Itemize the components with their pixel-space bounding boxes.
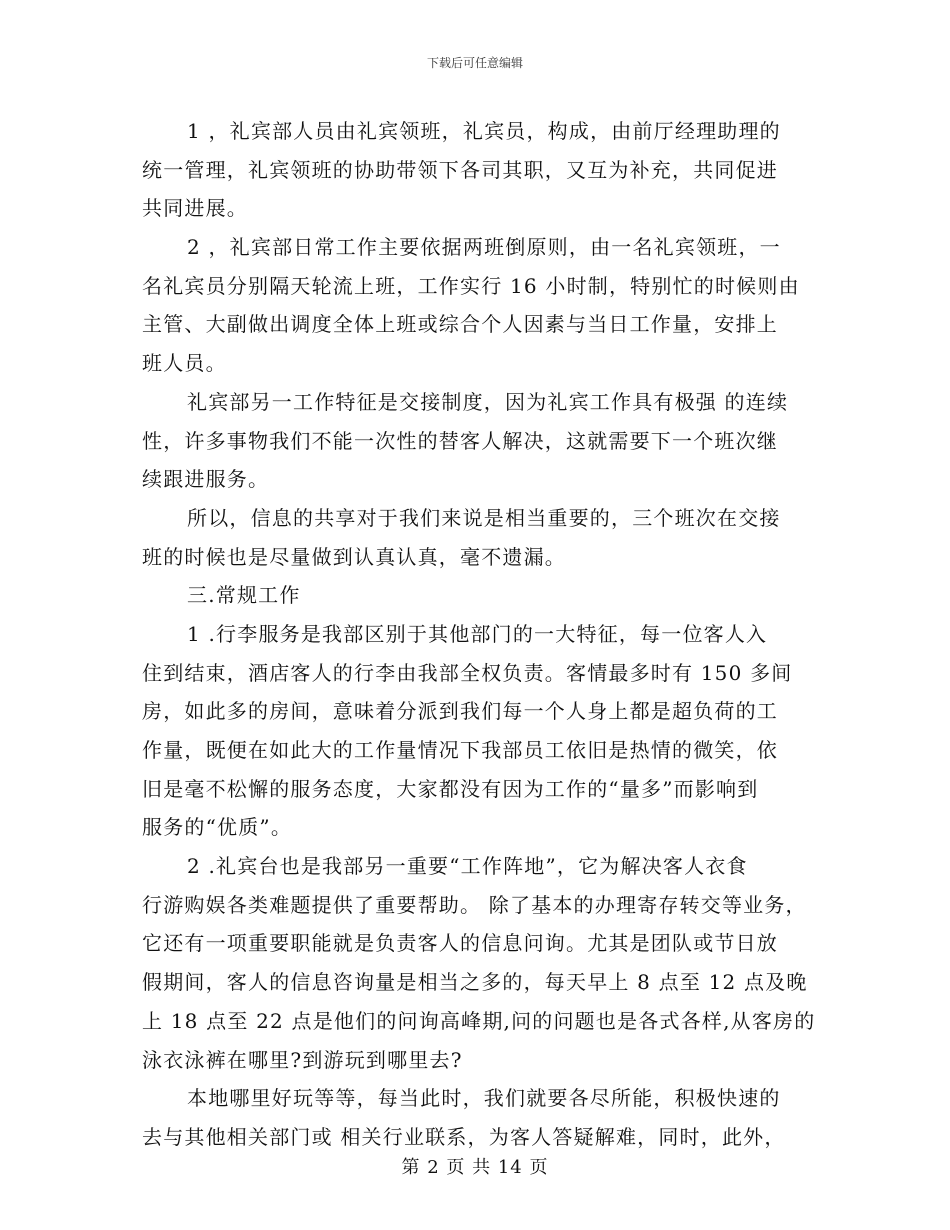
text-line: 1 ，礼宾部人员由礼宾领班，礼宾员，构成，由前厅经理助理的 — [187, 119, 781, 143]
text-line: 续跟进服务。 — [142, 467, 270, 492]
text-line: 2 .礼宾台也是我部另一重要“工作阵地”，它为解决客人衣食 — [187, 854, 748, 879]
text-line: 班人员。 — [142, 351, 227, 376]
text-line: 作量，既便在如此大的工作量情况下我部员工依旧是热情的微笑，依 — [142, 738, 778, 762]
page-header: 下载后可任意编辑 — [426, 56, 523, 70]
text-line: 住到结束，酒店客人的行李由我部全权负责。客情最多时有 150 多间 — [142, 660, 793, 685]
text-line: 班的时候也是尽量做到认真认真，毫不遗漏。 — [142, 544, 566, 569]
text-line: 泳衣泳裤在哪里?到游玩到哪里去? — [142, 1047, 463, 1072]
text-line: 行游购娱各类难题提供了重要帮助。 除了基本的办理寄存转交等业务， — [142, 892, 807, 917]
text-line: 所以，信息的共享对于我们来说是相当重要的，三个班次在交接 — [187, 505, 781, 530]
text-line: 去与其他相关部门或 相关行业联系，为客人答疑解难，同时，此外， — [142, 1124, 786, 1149]
document-body — [142, 112, 822, 1157]
text-line: 主管、大副做出调度全体上班或综合个人因素与当日工作量，安排上 — [142, 312, 778, 337]
text-line: 性，许多事物我们不能一次性的替客人解决，这就需要下一个班次继 — [142, 428, 778, 453]
text-line: 假期间，客人的信息咨询量是相当之多的，每天早上 8 点至 12 点及晚 — [142, 970, 808, 995]
text-line: 统一管理，礼宾领班的协助带领下各司其职，又互为补充，共同促进 — [142, 157, 778, 182]
text-line: 服务的“优质”。 — [142, 815, 293, 840]
text-line: 房，如此多的房间，意味着分派到我们每一个人身上都是超负荷的工 — [142, 699, 778, 724]
text-line: 本地哪里好玩等等，每当此时，我们就要各尽所能，积极快速的 — [187, 1086, 781, 1111]
text-line: 共同进展。 — [142, 196, 248, 221]
page-footer: 第 2 页 共 14 页 — [401, 1157, 549, 1178]
text-line: 1 .行李服务是我部区别于其他部门的一大特征，每一位客人入 — [187, 621, 768, 646]
text-line: 它还有一项重要职能就是负责客人的信息问询。尤其是团队或节日放 — [142, 931, 778, 956]
text-line: 2 ，礼宾部日常工作主要依据两班倒原则，由一名礼宾领班，一 — [187, 235, 781, 260]
text-line: 旧是毫不松懈的服务态度，大家都没有因为工作的“量多”而影响到 — [142, 776, 759, 801]
text-line: 礼宾部另一工作特征是交接制度，因为礼宾工作具有极强 的连续 — [187, 389, 789, 414]
text-line: 上 18 点至 22 点是他们的问询高峰期,问的问题也是各式各样,从客房的 — [142, 1008, 816, 1033]
section-heading: 三.常规工作 — [187, 583, 301, 608]
text-line: 名礼宾员分别隔天轮流上班，工作实行 16 小时制，特别忙的时候则由 — [142, 273, 800, 298]
